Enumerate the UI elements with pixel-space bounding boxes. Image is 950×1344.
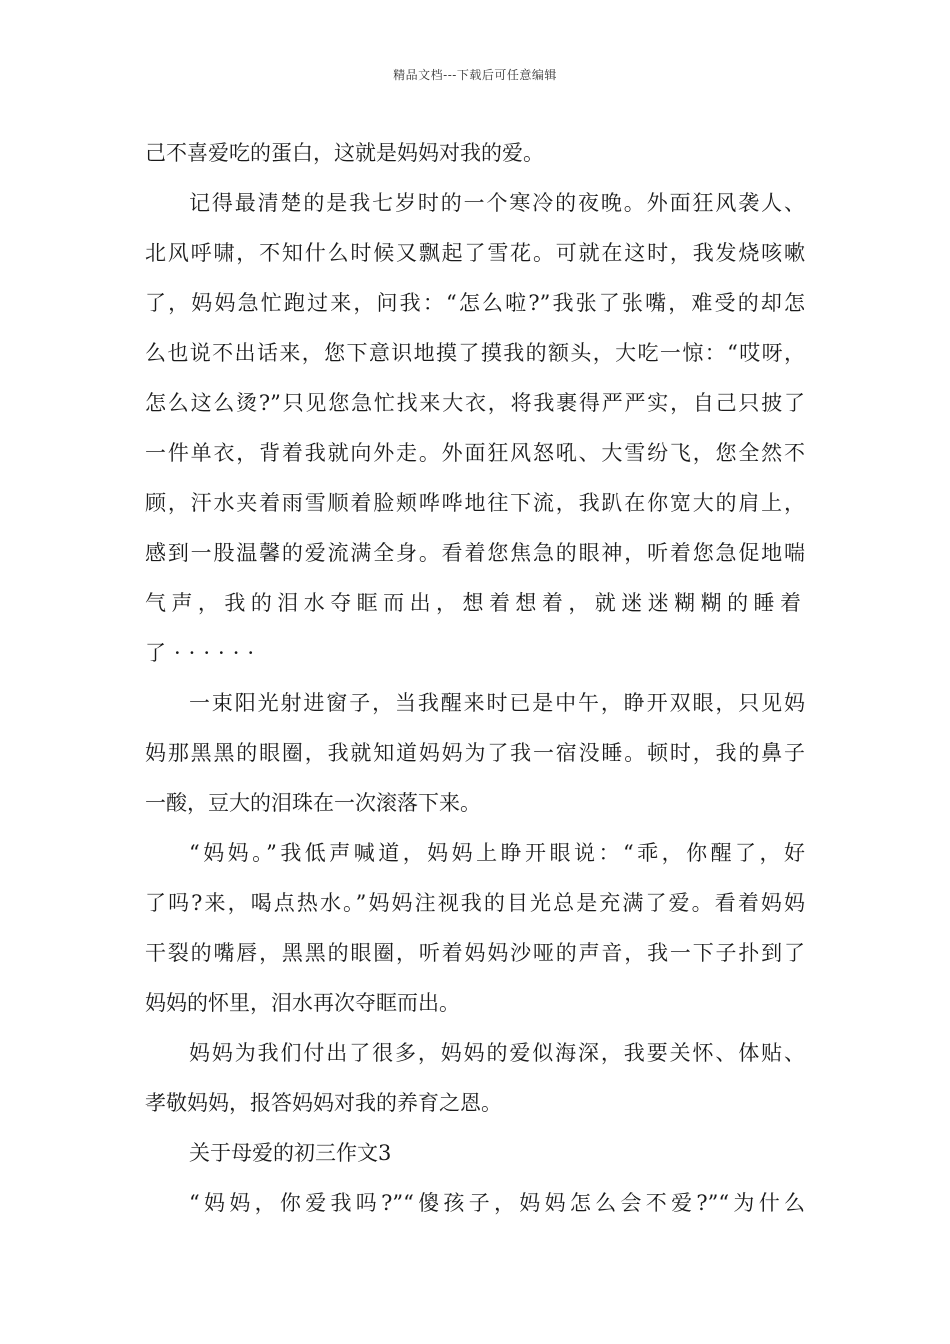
text-line: 气声，我的泪水夺眶而出，想着想着，就迷迷糊糊的睡着 xyxy=(145,591,805,615)
paragraph-start-line: 一束阳光射进窗子，当我醒来时已是中午，睁开双眼，只见妈 xyxy=(189,691,805,715)
page-header: 精品文档---下载后可任意编辑 xyxy=(393,68,557,82)
text-line: 一件单衣，背着我就向外走。外面狂风怒吼、大雪纷飞，您全然不 xyxy=(145,441,805,465)
text-line: 怎么这么烫?”只见您急忙找来大衣，将我裹得严严实，自己只披了 xyxy=(145,391,805,415)
paragraph-start-line: 记得最清楚的是我七岁时的一个寒冷的夜晚。外面狂风袭人、 xyxy=(189,191,805,215)
text-line: 妈妈的怀里，泪水再次夺眶而出。 xyxy=(145,991,460,1015)
text-line: 孝敬妈妈，报答妈妈对我的养育之恩。 xyxy=(145,1091,502,1115)
text-line: 感到一股温馨的爱流满全身。看着您焦急的眼神，听着您急促地喘 xyxy=(145,541,805,565)
text-line: 一酸，豆大的泪珠在一次滚落下来。 xyxy=(145,791,481,815)
text-line: 顾，汗水夹着雨雪顺着脸颊哗哗地往下流，我趴在你宽大的肩上， xyxy=(145,491,805,515)
text-line: 了吗?来，喝点热水。”妈妈注视我的目光总是充满了爱。看着妈妈 xyxy=(145,891,805,915)
document-body xyxy=(145,128,805,1228)
text-line: 北风呼啸，不知什么时候又飘起了雪花。可就在这时，我发烧咳嗽 xyxy=(145,241,805,265)
paragraph-start-line: “妈妈。”我低声喊道，妈妈上睁开眼说：“乖，你醒了，好 xyxy=(189,841,805,865)
text-line: 了······ xyxy=(145,641,263,665)
text-line: 干裂的嘴唇，黑黑的眼圈，听着妈妈沙哑的声音，我一下子扑到了 xyxy=(145,941,805,965)
text-line: 妈那黑黑的眼圈，我就知道妈妈为了我一宿没睡。顿时，我的鼻子 xyxy=(145,741,805,765)
text-line: 己不喜爱吃的蛋白，这就是妈妈对我的爱。 xyxy=(145,141,544,165)
text-line: 么也说不出话来，您下意识地摸了摸我的额头，大吃一惊：“哎呀， xyxy=(145,341,805,365)
section-title: 关于母爱的初三作文3 xyxy=(189,1141,392,1165)
paragraph-start-line: “妈妈，你爱我吗?”“傻孩子，妈妈怎么会不爱?”“为什么 xyxy=(189,1191,805,1215)
paragraph-start-line: 妈妈为我们付出了很多，妈妈的爱似海深，我要关怀、体贴、 xyxy=(189,1041,805,1065)
text-line: 了，妈妈急忙跑过来，问我：“怎么啦?”我张了张嘴，难受的却怎 xyxy=(145,291,805,315)
